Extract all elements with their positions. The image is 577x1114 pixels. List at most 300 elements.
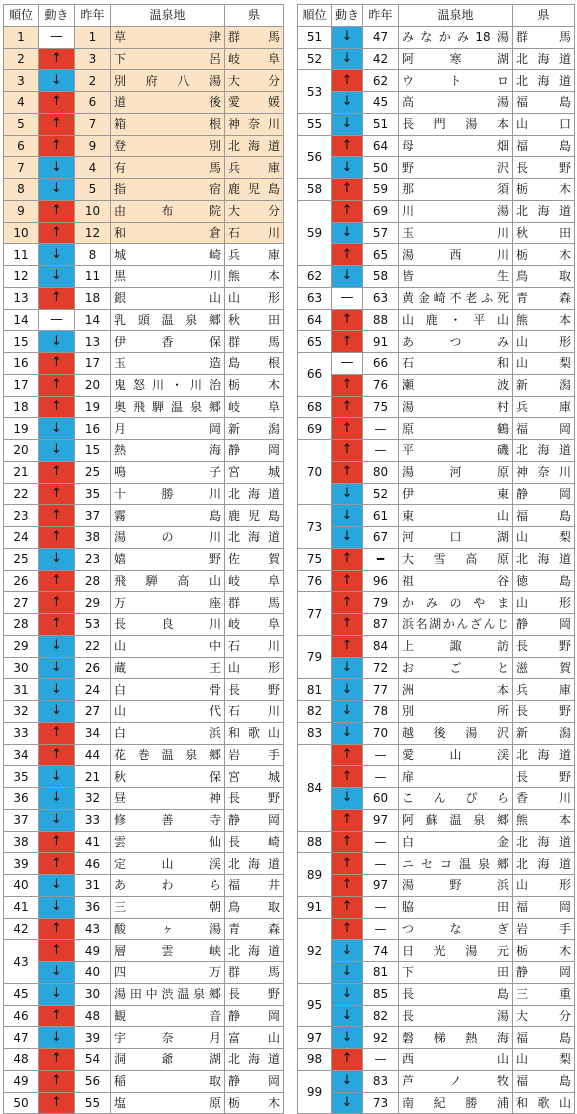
onsen-name-cell: 別府八湯 [111, 70, 225, 92]
rank-cell: 30 [4, 657, 39, 679]
prefecture-cell: 石川 [225, 635, 284, 657]
prefecture-cell: 栃木 [513, 244, 575, 266]
last-year-cell: 64 [363, 135, 399, 157]
table-row [298, 266, 575, 288]
prefecture-cell: 香川 [513, 788, 575, 810]
onsen-name-cell: 観音 [111, 1005, 225, 1027]
prefecture-cell: 大分 [513, 1005, 575, 1027]
rank-cell: 23 [4, 505, 39, 527]
table-row [4, 287, 284, 309]
last-year-cell: 46 [75, 853, 111, 875]
move-down-icon: ↓ [332, 1070, 363, 1092]
move-down-icon: ↓ [332, 527, 363, 549]
table-row [4, 918, 284, 940]
last-year-cell: 33 [75, 809, 111, 831]
rank-cell: 98 [298, 1049, 332, 1071]
table-row [4, 896, 284, 918]
rank-cell: 89 [298, 853, 332, 897]
last-year-cell: 88 [363, 309, 399, 331]
prefecture-cell: 北海道 [225, 483, 284, 505]
move-down-icon: ↓ [332, 940, 363, 962]
move-up-icon: ↑ [39, 744, 75, 766]
header-rank: 順位 [298, 5, 332, 27]
onsen-name-cell: 伊東 [399, 483, 513, 505]
onsen-name-cell: 乳頭温泉郷 [111, 309, 225, 331]
header-onsen: 温泉地 [399, 5, 513, 27]
prefecture-cell: 北海道 [513, 744, 575, 766]
last-year-cell: 35 [75, 483, 111, 505]
prefecture-cell: 福島 [513, 505, 575, 527]
move-down-icon: ↓ [332, 679, 363, 701]
onsen-name-cell: 湯田中渋温泉郷 [111, 983, 225, 1005]
onsen-name-cell: 湯野浜 [399, 875, 513, 897]
prefecture-cell: 熊本 [513, 809, 575, 831]
rank-cell: 79 [298, 635, 332, 679]
table-row [4, 940, 284, 962]
rank-cell: 31 [4, 679, 39, 701]
rank-cell: 91 [298, 896, 332, 918]
prefecture-cell: 兵庫 [225, 244, 284, 266]
prefecture-cell: 新潟 [513, 374, 575, 396]
onsen-name-cell: 祖谷 [399, 570, 513, 592]
onsen-name-cell: 越後湯沢 [399, 722, 513, 744]
move-up-icon: ↑ [332, 614, 363, 636]
ranking-table-left [3, 4, 284, 1114]
prefecture-cell: 静岡 [225, 809, 284, 831]
prefecture-cell: 長野 [225, 983, 284, 1005]
last-year-cell: 76 [363, 374, 399, 396]
last-year-cell: 80 [363, 461, 399, 483]
onsen-name-cell: 原鶴 [399, 418, 513, 440]
rank-cell: 48 [4, 1049, 39, 1071]
last-year-cell: 38 [75, 527, 111, 549]
table-row [298, 396, 575, 418]
prefecture-cell: 鹿児島 [225, 505, 284, 527]
last-year-cell: 79 [363, 592, 399, 614]
onsen-name-cell: 愛山渓 [399, 744, 513, 766]
last-year-cell: 45 [363, 92, 399, 114]
table-row [298, 614, 575, 636]
rank-cell: 46 [4, 1005, 39, 1027]
move-down-icon: ↓ [39, 1027, 75, 1049]
table-row [4, 722, 284, 744]
last-year-cell: 26 [75, 657, 111, 679]
last-year-cell: 48 [75, 1005, 111, 1027]
table-row [4, 570, 284, 592]
rank-cell: 20 [4, 440, 39, 462]
rank-cell: 35 [4, 766, 39, 788]
move-down-icon: ↓ [39, 70, 75, 92]
prefecture-cell: 栃木 [225, 1092, 284, 1114]
prefecture-cell: 宮城 [225, 461, 284, 483]
rank-cell: 15 [4, 331, 39, 353]
prefecture-cell: 長野 [513, 701, 575, 723]
onsen-name-cell: 城崎 [111, 244, 225, 266]
prefecture-cell: 和歌山 [225, 722, 284, 744]
move-up-icon: ↑ [332, 135, 363, 157]
rank-cell: 49 [4, 1070, 39, 1092]
move-up-icon: ↑ [39, 505, 75, 527]
move-up-icon: ↑ [332, 309, 363, 331]
table-row [4, 1005, 284, 1027]
prefecture-cell: 群馬 [225, 26, 284, 48]
last-year-cell: 85 [363, 983, 399, 1005]
rank-cell: 88 [298, 831, 332, 853]
rank-cell: 38 [4, 831, 39, 853]
prefecture-cell: 岐阜 [225, 396, 284, 418]
prefecture-cell: 長野 [225, 679, 284, 701]
move-up-icon: ↑ [332, 396, 363, 418]
move-down-icon: ↓ [332, 701, 363, 723]
move-up-icon: ↑ [39, 1005, 75, 1027]
table-row [4, 1070, 284, 1092]
table-row [298, 244, 575, 266]
last-year-cell: 47 [363, 26, 399, 48]
onsen-name-cell: 花巻温泉郷 [111, 744, 225, 766]
table-row [298, 853, 575, 875]
prefecture-cell: 鳥取 [225, 896, 284, 918]
onsen-name-cell: 有馬 [111, 157, 225, 179]
table-row [4, 222, 284, 244]
last-year-cell: 44 [75, 744, 111, 766]
last-year-cell: 1 [75, 26, 111, 48]
prefecture-cell: 福島 [513, 1070, 575, 1092]
last-year-cell: 40 [75, 962, 111, 984]
last-year-cell: 65 [363, 244, 399, 266]
prefecture-cell: 石川 [225, 222, 284, 244]
onsen-name-cell: 湯西川 [399, 244, 513, 266]
move-down-icon: ↓ [332, 722, 363, 744]
header-last-year: 昨年 [363, 5, 399, 27]
onsen-name-cell: 指宿 [111, 179, 225, 201]
prefecture-cell: 福井 [225, 875, 284, 897]
table-row [4, 92, 284, 114]
ranking-table-right [297, 4, 575, 1114]
prefecture-cell: 静岡 [225, 440, 284, 462]
rank-cell: 19 [4, 418, 39, 440]
move-up-icon: ↑ [332, 831, 363, 853]
table-row [4, 353, 284, 375]
table-row [4, 440, 284, 462]
move-down-icon: ↓ [332, 48, 363, 70]
move-down-icon: ↓ [39, 788, 75, 810]
header-onsen: 温泉地 [111, 5, 225, 27]
last-year-cell: 31 [75, 875, 111, 897]
prefecture-cell: 青森 [513, 287, 575, 309]
move-down-icon: ↓ [39, 657, 75, 679]
prefecture-cell: 新潟 [225, 418, 284, 440]
last-year-cell: — [363, 918, 399, 940]
move-up-icon: ↑ [39, 570, 75, 592]
prefecture-cell: 長崎 [225, 831, 284, 853]
prefecture-cell: 岩手 [225, 744, 284, 766]
table-row [298, 570, 575, 592]
table-row [4, 831, 284, 853]
last-year-cell: 23 [75, 548, 111, 570]
table-row [298, 940, 575, 962]
rank-cell: 95 [298, 983, 332, 1027]
prefecture-cell: 岐阜 [225, 570, 284, 592]
table-row [298, 918, 575, 940]
table-row [4, 1092, 284, 1114]
rank-cell: 17 [4, 374, 39, 396]
onsen-name-cell: 昼神 [111, 788, 225, 810]
last-year-cell: 97 [363, 809, 399, 831]
rank-cell: 62 [298, 266, 332, 288]
move-down-icon: ↓ [39, 266, 75, 288]
rank-cell: 39 [4, 853, 39, 875]
rank-cell: 18 [4, 396, 39, 418]
onsen-name-cell: 湯の川 [111, 527, 225, 549]
rank-cell: 2 [4, 48, 39, 70]
table-row [298, 374, 575, 396]
prefecture-cell: 青森 [225, 918, 284, 940]
prefecture-cell: 島根 [225, 353, 284, 375]
last-year-cell: 97 [363, 875, 399, 897]
onsen-name-cell: 瀬波 [399, 374, 513, 396]
table-row [4, 548, 284, 570]
move-up-icon: ↑ [332, 875, 363, 897]
onsen-name-cell: 蔵王 [111, 657, 225, 679]
rank-cell: 45 [4, 983, 39, 1005]
table-row [298, 657, 575, 679]
last-year-cell: 4 [75, 157, 111, 179]
rank-cell: 65 [298, 331, 332, 353]
prefecture-cell: 群馬 [225, 592, 284, 614]
move-up-icon: ↑ [39, 853, 75, 875]
last-year-cell: 13 [75, 331, 111, 353]
onsen-name-cell: 洲本 [399, 679, 513, 701]
last-year-cell: 59 [363, 179, 399, 201]
table-row [4, 461, 284, 483]
last-year-cell: 61 [363, 505, 399, 527]
header-move: 動き [332, 5, 363, 27]
last-year-cell: 78 [363, 701, 399, 723]
prefecture-cell: 北海道 [225, 940, 284, 962]
move-down-icon: ↓ [39, 635, 75, 657]
onsen-name-cell: 川湯 [399, 200, 513, 222]
prefecture-cell: 山梨 [513, 1049, 575, 1071]
last-year-cell: — [363, 831, 399, 853]
rank-cell: 26 [4, 570, 39, 592]
onsen-name-cell: 南紀勝浦 [399, 1092, 513, 1114]
move-up-icon: ↑ [332, 461, 363, 483]
rank-cell: 92 [298, 918, 332, 983]
table-row [298, 157, 575, 179]
prefecture-cell: 山梨 [513, 527, 575, 549]
move-up-icon: ↑ [332, 592, 363, 614]
prefecture-cell: 北海道 [513, 853, 575, 875]
move-up-icon: ↑ [332, 374, 363, 396]
move-down-icon: ↓ [39, 896, 75, 918]
prefecture-cell: 山形 [225, 657, 284, 679]
onsen-name-cell: 扉 [399, 766, 513, 788]
last-year-cell: 42 [363, 48, 399, 70]
table-row [298, 766, 575, 788]
last-year-cell: 20 [75, 374, 111, 396]
header-pref: 県 [225, 5, 284, 27]
prefecture-cell: 北海道 [225, 135, 284, 157]
onsen-name-cell: ウトロ [399, 70, 513, 92]
prefecture-cell: 北海道 [513, 200, 575, 222]
prefecture-cell: 北海道 [513, 70, 575, 92]
last-year-cell: 54 [75, 1049, 111, 1071]
table-row [298, 461, 575, 483]
move-down-icon: ↓ [332, 113, 363, 135]
move-up-icon: ↑ [332, 440, 363, 462]
rank-cell: 33 [4, 722, 39, 744]
onsen-name-cell: 嬉野 [111, 548, 225, 570]
prefecture-cell: 静岡 [513, 483, 575, 505]
table-row [298, 635, 575, 657]
table-row [298, 179, 575, 201]
table-row [298, 701, 575, 723]
table-row [298, 788, 575, 810]
rank-cell: 51 [298, 26, 332, 48]
onsen-name-cell: 高湯 [399, 92, 513, 114]
onsen-name-cell: ニセコ温泉郷 [399, 853, 513, 875]
prefecture-cell: 長野 [513, 766, 575, 788]
prefecture-cell: 北海道 [225, 1049, 284, 1071]
last-year-cell: 51 [363, 113, 399, 135]
move-up-icon: ↑ [332, 570, 363, 592]
prefecture-cell: 秋田 [513, 222, 575, 244]
move-up-icon: ↑ [332, 548, 363, 570]
prefecture-cell: 鳥取 [513, 266, 575, 288]
table-row [298, 548, 575, 570]
table-row [4, 48, 284, 70]
move-down-icon: ↓ [39, 766, 75, 788]
rank-cell: 59 [298, 200, 332, 265]
table-row [4, 1049, 284, 1071]
header-row [298, 5, 575, 27]
onsen-name-cell: 東山 [399, 505, 513, 527]
table-row [298, 875, 575, 897]
rank-cell: 81 [298, 679, 332, 701]
table-row [4, 200, 284, 222]
last-year-cell: 81 [363, 962, 399, 984]
prefecture-cell: 福島 [513, 92, 575, 114]
move-down-icon: ↓ [332, 26, 363, 48]
move-up-icon: ↑ [39, 1070, 75, 1092]
onsen-name-cell: かみのやま [399, 592, 513, 614]
onsen-name-cell: 長門湯本 [399, 113, 513, 135]
onsen-name-cell: 酸ヶ湯 [111, 918, 225, 940]
last-year-cell: 39 [75, 1027, 111, 1049]
prefecture-cell: 栃木 [513, 940, 575, 962]
rank-cell: 77 [298, 592, 332, 636]
table-row [4, 179, 284, 201]
table-row [298, 1049, 575, 1071]
rank-cell: 84 [298, 744, 332, 831]
table-row [298, 353, 575, 375]
onsen-name-cell: 登別 [111, 135, 225, 157]
move-up-icon: ↑ [39, 135, 75, 157]
prefecture-cell: 福岡 [513, 896, 575, 918]
rank-cell: 37 [4, 809, 39, 831]
move-down-icon: ↓ [332, 1027, 363, 1049]
rank-cell: 53 [298, 70, 332, 114]
rank-cell: 68 [298, 396, 332, 418]
last-year-cell: 91 [363, 331, 399, 353]
table-row [4, 744, 284, 766]
move-up-icon: ↑ [39, 222, 75, 244]
move-down-icon: ↓ [332, 222, 363, 244]
move-up-icon: ↑ [39, 1049, 75, 1071]
move-same-icon: — [39, 26, 75, 48]
move-up-icon: ↑ [39, 374, 75, 396]
move-up-icon: ↑ [332, 1049, 363, 1071]
move-down-icon: ↓ [332, 1005, 363, 1027]
move-down-icon: ↓ [39, 179, 75, 201]
move-up-icon: ↑ [332, 179, 363, 201]
move-up-icon: ↑ [332, 331, 363, 353]
prefecture-cell: 静岡 [513, 614, 575, 636]
last-year-cell: 41 [75, 831, 111, 853]
onsen-name-cell: 宇奈月 [111, 1027, 225, 1049]
last-year-cell: 83 [363, 1070, 399, 1092]
move-up-icon: ↑ [332, 635, 363, 657]
last-year-cell: — [363, 766, 399, 788]
last-year-cell: 15 [75, 440, 111, 462]
last-year-cell: 49 [75, 940, 111, 962]
table-row [298, 896, 575, 918]
rank-cell: 34 [4, 744, 39, 766]
rank-cell: 13 [4, 287, 39, 309]
table-row [298, 113, 575, 135]
last-year-cell: 10 [75, 200, 111, 222]
onsen-name-cell: 別所 [399, 701, 513, 723]
move-down-icon: ↓ [332, 483, 363, 505]
table-row [298, 1070, 575, 1092]
table-row [4, 679, 284, 701]
move-up-icon: ↑ [332, 766, 363, 788]
onsen-name-cell: 下呂 [111, 48, 225, 70]
onsen-name-cell: 玉川 [399, 222, 513, 244]
move-down-icon: ↓ [39, 875, 75, 897]
last-year-cell: 50 [363, 157, 399, 179]
prefecture-cell: 北海道 [225, 853, 284, 875]
rank-cell: 5 [4, 113, 39, 135]
rank-cell: 58 [298, 179, 332, 201]
onsen-name-cell: あわら [111, 875, 225, 897]
onsen-name-cell: 白浜 [111, 722, 225, 744]
last-year-cell: 77 [363, 679, 399, 701]
rank-cell: 36 [4, 788, 39, 810]
move-down-icon: ↓ [332, 505, 363, 527]
move-down-icon: ↓ [332, 1092, 363, 1114]
table-row [4, 527, 284, 549]
prefecture-cell: 群馬 [225, 331, 284, 353]
move-down-icon: ↓ [332, 657, 363, 679]
last-year-cell: 53 [75, 614, 111, 636]
onsen-name-cell: 黄金崎不老ふ死 [399, 287, 513, 309]
last-year-cell: 34 [75, 722, 111, 744]
last-year-cell: 67 [363, 527, 399, 549]
table-row [4, 266, 284, 288]
onsen-name-cell: 阿蘇温泉郷 [399, 809, 513, 831]
move-up-icon: ↑ [332, 70, 363, 92]
onsen-name-cell: 飛騨高山 [111, 570, 225, 592]
last-year-cell: 6 [75, 92, 111, 114]
prefecture-cell: 兵庫 [513, 396, 575, 418]
table-row [298, 962, 575, 984]
table-row [4, 396, 284, 418]
rank-cell: 76 [298, 570, 332, 592]
onsen-name-cell: 大雪高原 [399, 548, 513, 570]
prefecture-cell: 栃木 [225, 374, 284, 396]
onsen-name-cell: 伊香保 [111, 331, 225, 353]
